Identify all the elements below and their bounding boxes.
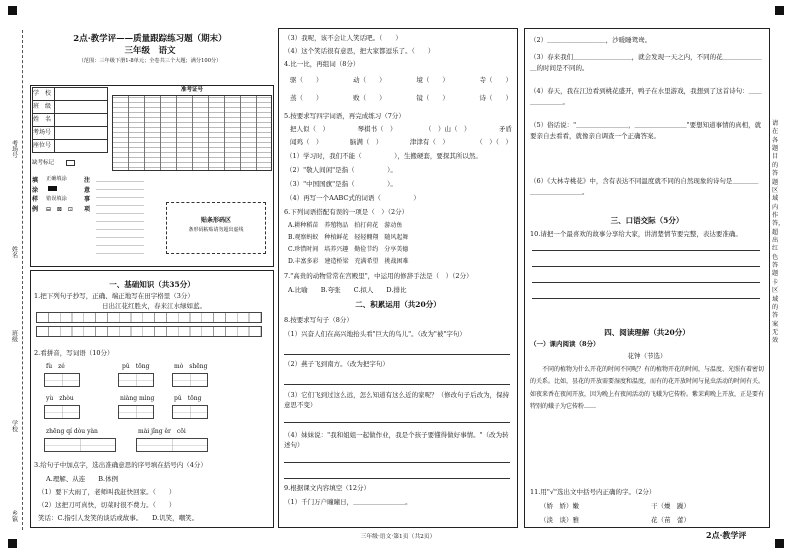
- q10-prompt: 10.请把一个最喜欢的故事分享给大家，讲清楚情节要完整，表达要准确。: [530, 230, 742, 238]
- fill-item: （5）俗话说："＿＿＿＿＿＿＿＿，＿＿＿＿＿＿＿＿"要想知道事情的真相，就要亲自去看看，就像亲自调查一个正确答案。: [530, 121, 762, 141]
- q1-prompt: 1.把下列句子抄写，正确、端正地写在田字格里（3分）: [34, 292, 194, 300]
- q11-row: [540, 502, 690, 510]
- page-info: 三年级·语文·第1页（共2页）: [360, 534, 436, 540]
- side-label: 学校: [10, 420, 18, 432]
- fill-item: （3）春来我们＿＿＿＿＿＿＿＿＿，就会发现一天之内，不同的花＿＿＿＿＿＿＿的时间是不同的。: [530, 53, 762, 73]
- class-field[interactable]: [55, 101, 108, 114]
- q5-prompt: 5.按要求写四字词语，再完成练习（7分）: [284, 112, 405, 120]
- pinyin: niàng mìng: [120, 395, 155, 402]
- q6-option: D.丰富多彩 建造桥梁 充满希望 挑战困难: [288, 258, 409, 265]
- q6-option: C.珍惜时间 培养兴趣 勤俭节约 分享美德: [288, 246, 409, 253]
- answer-box[interactable]: [172, 405, 208, 419]
- correct-fill-label: 正确填涂: [46, 176, 67, 182]
- answer-line[interactable]: [532, 250, 760, 251]
- exam-title: 2点·教学评——质量跟踪练习题（期末）: [73, 34, 227, 44]
- q4-cell: 败（ ）: [353, 94, 386, 102]
- pinyin: yù zhòu: [46, 395, 74, 402]
- q9-item: （1）千门万户曈曈日，＿＿＿＿＿＿＿＿。: [284, 498, 412, 506]
- seat-field[interactable]: [55, 140, 108, 153]
- q6-prompt: 6.下列词语搭配有误的一项是（ ）（2分）: [284, 208, 409, 216]
- pinyin: fù zé: [46, 363, 65, 370]
- cut-line: [22, 30, 23, 530]
- q8-item: （4）妹妹说："我和姐姐一起做作业，我是个孩子要懂得做好事情。"（改为转述句）: [284, 431, 509, 450]
- name-field[interactable]: [55, 114, 108, 127]
- section2-title: 二、积累运用（共20分）: [355, 300, 441, 309]
- answer-box[interactable]: [118, 405, 154, 419]
- side-label: 姓名: [10, 246, 18, 258]
- q11-choice[interactable]: 干（燥 躁）: [651, 502, 690, 510]
- q4-cell: 寺（ ）: [479, 76, 512, 84]
- wrong-fill-label: 错误填涂: [46, 196, 67, 202]
- section4-title: 四、阅读理解（共20分）: [604, 328, 690, 337]
- side-label: 考场号: [10, 140, 18, 158]
- column-1: [26, 24, 274, 532]
- q11-choice[interactable]: （淡 谈）雅: [540, 516, 579, 524]
- q4-cell: 动（ ）: [353, 76, 386, 84]
- answer-box[interactable]: [44, 373, 80, 387]
- answer-line[interactable]: [532, 266, 760, 267]
- right-side-notice: 请在各题目的答题区域内作答，超出红色答题卡区域的答案无效: [772, 120, 785, 345]
- answer-line[interactable]: [284, 478, 510, 479]
- passage-title: 花钟（节选）: [627, 352, 667, 360]
- absent-label: 缺考标记: [32, 160, 55, 166]
- answer-line[interactable]: [284, 354, 510, 355]
- registration-mark: [8, 539, 17, 548]
- absent-checkbox[interactable]: [66, 160, 75, 166]
- q4-cell: 驱（ ）: [290, 76, 323, 84]
- q2-prompt: 2.看拼音，写词语（10分）: [34, 349, 114, 357]
- pinyin: zhēng qí dòu yàn: [46, 428, 98, 435]
- q5-row: [290, 138, 512, 146]
- q6-option: A.耕种稻苗 养殖物品 拍打荷花 游动鱼: [288, 222, 403, 229]
- side-label: 班级: [10, 330, 18, 342]
- q5-item: （1）学习时，我们不能（ ），生搬硬套，要探其所以然。: [286, 152, 482, 160]
- q8-item: （1）兴奋人们在高兴地抬头看"巨大的鸟儿"。（改为"被"字句）: [284, 330, 466, 338]
- fill-item: （6）《大林寺桃花》中，含有表达不同温度就不同的自然现象的诗句是＿＿＿＿＿＿＿＿＿＿＿＿。: [530, 177, 759, 197]
- label-name: 姓 名: [33, 114, 55, 127]
- label-class: 班 级: [33, 101, 55, 114]
- q6-option: B.观察蚂蚁 种植鲜花 轻轻翱翔 随风起舞: [288, 234, 409, 241]
- q11-choice[interactable]: （娇 娇）嫩: [540, 502, 579, 510]
- answer-line[interactable]: [532, 282, 760, 283]
- side-label: 乡镇: [10, 510, 18, 522]
- q4-row: [290, 94, 512, 102]
- fill-item: （2）＿＿＿＿＿＿＿＿＿，沙暖睡鸳鸯。: [530, 36, 652, 44]
- q5-cell: 把人似（ ）: [290, 125, 329, 133]
- answer-box[interactable]: [118, 373, 154, 387]
- passage-text: 不同的植物为什么开花的时间不同呢？有的植物开花的时间，与温度、光照有着密切的关系。比如，昙花的开放需要湿度和温度，而有的花开放时间与昆虫活动的时间有关。如夜来香在夜间开放，因为晚上有夜间活动的飞蛾为它传粉。紫茉莉晚上开放，正是要有特别的蛾子为它传粉……: [530, 366, 765, 410]
- q5-row: [290, 125, 512, 133]
- exam-subtitle: 三年级 语文: [124, 46, 176, 56]
- section3-title: 三、口语交际（5分）: [610, 216, 684, 225]
- pinyin: pǔ tōng: [174, 395, 202, 402]
- barcode-area: [166, 202, 266, 254]
- q7-options: A.比喻 B.夸张 C.拟人 D.排比: [288, 286, 407, 294]
- q5-cell: 脑满（ ）: [349, 138, 383, 146]
- q5-item: （2）"敬人间闲"是指（ ）。: [286, 166, 397, 174]
- registration-mark: [8, 6, 17, 15]
- answer-line[interactable]: [284, 384, 510, 385]
- q4-row: [290, 76, 512, 84]
- answer-box[interactable]: [136, 438, 208, 452]
- q8-prompt: 8.按要求写句子（8分）: [284, 316, 353, 324]
- fill-item: （4）春天，我在江边看到桃花盛开，鸭子在水里游戏，我想到了这首诗句：＿＿＿＿＿＿＿。: [530, 87, 762, 107]
- answer-box[interactable]: [44, 405, 80, 419]
- label-school: 学 校: [33, 88, 55, 101]
- q5-item: （4）再写一个AABC式的词语（ ）: [286, 194, 420, 202]
- q7-prompt: 7."高贵的动物常常在宫殿里"，中运用的修辞手法是（ ）（2分）: [284, 272, 473, 280]
- q3-item: （4）这个笑话很有意思，把大家都逗乐了。（ ）: [284, 47, 435, 55]
- notice-label: 注意事项: [84, 177, 91, 213]
- column-2: [278, 24, 518, 532]
- q5-item: （3）"中国国旗"是指（ ）。: [286, 180, 397, 188]
- q4-cell: 境（ ）: [416, 76, 449, 84]
- id-bubble-grid[interactable]: [112, 95, 272, 171]
- registration-mark: [775, 539, 784, 548]
- exam-note: （范围：三年级下册1-8单元；全卷共三个大题；满分100分）: [78, 58, 222, 64]
- notice-text: [96, 176, 144, 260]
- pinyin: mò shēng: [174, 363, 208, 370]
- wrong-fill-examples: ⊟ ⊠ ⊡: [46, 206, 75, 213]
- label-room: 考场号: [33, 127, 55, 140]
- q3-item: （3）我呢，该不会让人笑话吧。（ ）: [284, 34, 402, 42]
- q8-item: （3）它们飞到过这么远，怎么知道有这么近的家呢？（修改句子后改为，保持意思不变）: [284, 391, 510, 410]
- q8-item: （2）燕子飞到南方。（改为把字句）: [284, 360, 389, 368]
- id-label: 准考证号: [180, 87, 203, 93]
- writing-grid[interactable]: [36, 312, 262, 323]
- room-field[interactable]: [55, 127, 108, 140]
- writing-grid[interactable]: [36, 326, 262, 337]
- q5-cell: （ ）（ ）: [476, 138, 512, 146]
- fill-sample-label: 填涂样例: [32, 177, 39, 213]
- answer-line[interactable]: [284, 462, 510, 463]
- q3-item: （2）这把刀可真快，切菜时很不费力。（ ）: [38, 501, 176, 509]
- q3-item: （1）要下大雨了，老师叫我赶快回家。（ ）: [38, 488, 176, 496]
- q5-cell: 矛盾: [499, 125, 512, 133]
- q1-sentence: 日出江花红胜火，春来江水绿如蓝。: [102, 302, 206, 310]
- column-3: [524, 24, 770, 532]
- barcode-area-title: 贴条形码区: [200, 217, 231, 224]
- q3-prompt: 3.给句子中加点字，选出准确意思的序号填在括号内（4分）: [34, 461, 207, 469]
- label-seat: 座位号: [33, 140, 55, 153]
- correct-fill-example: [48, 186, 57, 191]
- q11-choice[interactable]: 花（苗 蕾）: [651, 516, 690, 524]
- q5-cell: 闻鸡（ ）: [290, 138, 323, 146]
- reading-subtitle: （一）课内阅读（8分）: [530, 340, 600, 348]
- q5-cell: 琴棋书（ ）: [357, 125, 397, 133]
- answer-line[interactable]: [532, 298, 760, 299]
- answer-box[interactable]: [44, 438, 116, 452]
- q11-prompt: 11.用"√"选出文中括号内正确的字。（2分）: [530, 488, 656, 496]
- q4-cell: 镜（ ）: [416, 94, 449, 102]
- q4-cell: 蒸（ ）: [290, 94, 323, 102]
- school-field[interactable]: [55, 88, 108, 101]
- pinyin: mài jǐng ěr cōi: [138, 428, 186, 435]
- q4-cell: 诗（ ）: [479, 94, 512, 102]
- brand-logo: 2点·教学评: [706, 530, 747, 540]
- pinyin: pǔ tōng: [122, 363, 150, 370]
- q5-cell: 津津有（ ）: [409, 138, 449, 146]
- q4-prompt: 4.比一比，再组词（8分）: [284, 60, 360, 68]
- answer-box[interactable]: [172, 373, 208, 387]
- q9-prompt: 9.根据课文内容填空（12分）: [284, 484, 370, 492]
- registration-mark: [775, 6, 784, 15]
- barcode-area-note: 条形码粘贴请勿超出虚线: [188, 227, 244, 233]
- section1-title: 一、基础知识（共35分）: [109, 280, 195, 289]
- q5-cell: （ ）山（ ）: [425, 125, 471, 133]
- q3-options: A.理解、从连 B.体例: [46, 475, 119, 483]
- student-info-table: [32, 87, 108, 153]
- q3-options2: 笑话：C.指引人发笑的谈话或故事。 D.讥笑，嘲笑。: [38, 514, 199, 522]
- answer-line[interactable]: [284, 422, 510, 423]
- q11-row: [540, 516, 690, 524]
